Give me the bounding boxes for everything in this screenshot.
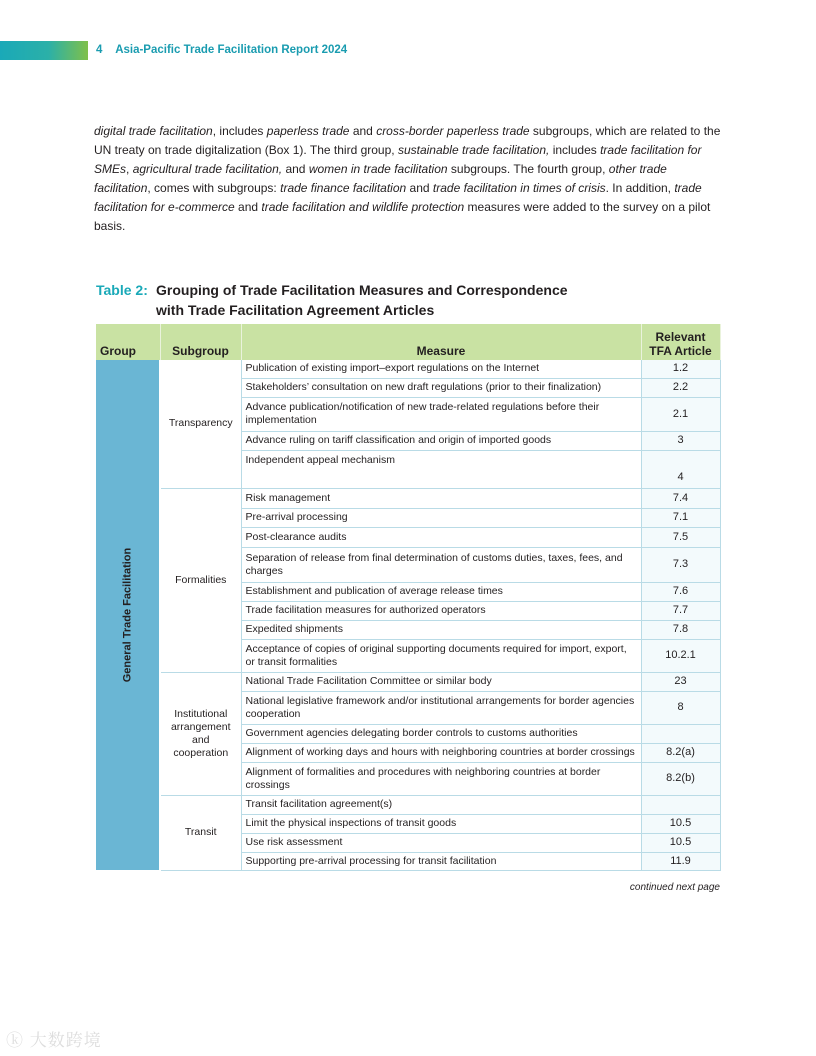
article-cell: 11.9 [641, 852, 720, 870]
measure-cell: Stakeholders’ consultation on new draft regulations (prior to their finalization) [241, 378, 641, 397]
measure-cell: Establishment and publication of average release times [241, 582, 641, 601]
article-cell: 1.2 [641, 360, 720, 378]
table-row [96, 672, 720, 691]
article-cell: 7.8 [641, 620, 720, 639]
measure-cell: Government agencies delegating border controls to customs authorities [241, 724, 641, 743]
article-cell: 7.1 [641, 508, 720, 527]
article-cell [641, 724, 720, 743]
paragraph-run: and [282, 162, 309, 176]
paragraph-run: . In addition, [605, 181, 675, 195]
measure-cell: Post-clearance audits [241, 527, 641, 547]
measure-cell: National Trade Facilitation Committee or similar body [241, 672, 641, 691]
measure-cell: National legislative framework and/or institutional arrangements for border agencies cooperation [241, 691, 641, 724]
paragraph-run: paperless trade [266, 124, 350, 138]
table-label: Table 2: [96, 282, 148, 298]
measure-cell: Alignment of working days and hours with neighboring countries at border crossings [241, 743, 641, 762]
article-cell: 7.6 [641, 582, 720, 601]
table-row [96, 488, 720, 508]
group-label: General Trade Facilitation [121, 547, 133, 683]
paragraph-run: and [234, 200, 262, 214]
page-number: 4 [96, 44, 103, 56]
article-cell: 23 [641, 672, 720, 691]
paragraph-run: , [126, 162, 133, 176]
measure-cell: Trade facilitation measures for authorized operators [241, 601, 641, 620]
paragraph-run: , includes [212, 124, 267, 138]
measure-cell: Advance ruling on tariff classification and origin of imported goods [241, 431, 641, 450]
measure-cell: Separation of release from final determination of customs duties, taxes, fees, and charges [241, 547, 641, 582]
measure-cell: Independent appeal mechanism [241, 450, 641, 488]
paragraph-run: trade facilitation and wildlife protection [261, 200, 465, 214]
header-measure: Measure [241, 324, 641, 360]
paragraph-run: and [349, 124, 377, 138]
measure-cell: Risk management [241, 488, 641, 508]
article-cell: 2.2 [641, 378, 720, 397]
subgroup-cell: Transparency [160, 360, 241, 488]
table-row [96, 795, 720, 814]
article-cell: 3 [641, 431, 720, 450]
article-cell [641, 795, 720, 814]
measure-cell: Expedited shipments [241, 620, 641, 639]
paragraph-run: trade facilitation in times of crisis [432, 181, 606, 195]
header-color-band [0, 41, 88, 60]
article-cell: 8.2(a) [641, 743, 720, 762]
report-title: Asia-Pacific Trade Facilitation Report 2024 [115, 44, 348, 56]
running-header [96, 44, 347, 56]
subgroup-cell: Transit [160, 795, 241, 870]
article-cell: 7.7 [641, 601, 720, 620]
watermark-logo: ⓚ 大数跨境 [6, 1031, 102, 1050]
table-title [96, 280, 568, 320]
header-article: Relevant TFA Article [641, 324, 720, 360]
article-cell: 10.5 [641, 833, 720, 852]
measure-cell: Pre-arrival processing [241, 508, 641, 527]
paragraph-run: cross-border paperless trade [376, 124, 530, 138]
paragraph-run: includes [549, 143, 601, 157]
paragraph-run: other trade facilitation [94, 162, 667, 195]
article-cell: 7.5 [641, 527, 720, 547]
paragraph-run: agricultural trade facilitation, [132, 162, 283, 176]
group-cell [96, 360, 160, 870]
article-cell: 4 [641, 450, 720, 488]
article-cell: 7.4 [641, 488, 720, 508]
measure-cell: Limit the physical inspections of transit goods [241, 814, 641, 833]
paragraph-run: subgroups. The fourth group, [447, 162, 609, 176]
measure-cell: Transit facilitation agreement(s) [241, 795, 641, 814]
paragraph-run: subgroups, which are related to the UN treaty on trade digitalization (Box 1). The third group, [94, 124, 721, 157]
measure-cell: Use risk assessment [241, 833, 641, 852]
article-cell: 8 [641, 691, 720, 724]
measure-cell: Publication of existing import–export regulations on the Internet [241, 360, 641, 378]
header-subgroup: Subgroup [160, 324, 241, 360]
measures-table [96, 324, 721, 871]
paragraph-run: sustainable trade facilitation, [397, 143, 550, 157]
continued-note: continued next page [629, 882, 720, 893]
subgroup-cell: Institutional arrangement and cooperation [160, 672, 241, 795]
paragraph-run: digital trade facilitation [94, 124, 213, 138]
table-title-line2: with Trade Facilitation Agreement Articles [156, 302, 435, 318]
body-paragraph [94, 122, 724, 236]
paragraph-run: measures were added to the survey on a pilot basis. [94, 200, 711, 233]
paragraph-run: trade facilitation for SMEs [94, 143, 702, 176]
paragraph-run: and [406, 181, 433, 195]
paragraph-run: trade facilitation for e-commerce [94, 181, 702, 214]
table-row [96, 360, 720, 378]
header-group: Group [96, 324, 160, 360]
article-cell: 10.2.1 [641, 639, 720, 672]
paragraph-run: , comes with subgroups: [147, 181, 281, 195]
table-title-line1: Grouping of Trade Facilitation Measures and Correspondence [156, 282, 568, 298]
measure-cell: Alignment of formalities and procedures with neighboring countries at border crossings [241, 762, 641, 795]
measure-cell: Supporting pre-arrival processing for transit facilitation [241, 852, 641, 870]
paragraph-run: trade finance facilitation [280, 181, 407, 195]
paragraph-run: women in trade facilitation [308, 162, 448, 176]
subgroup-cell: Formalities [160, 488, 241, 672]
measure-cell: Acceptance of copies of original supporting documents required for import, export, or transit formalities [241, 639, 641, 672]
article-cell: 2.1 [641, 397, 720, 431]
article-cell: 7.3 [641, 547, 720, 582]
article-cell: 10.5 [641, 814, 720, 833]
measure-cell: Advance publication/notification of new trade-related regulations before their implementation [241, 397, 641, 431]
article-cell: 8.2(b) [641, 762, 720, 795]
table-header-row [96, 324, 720, 360]
